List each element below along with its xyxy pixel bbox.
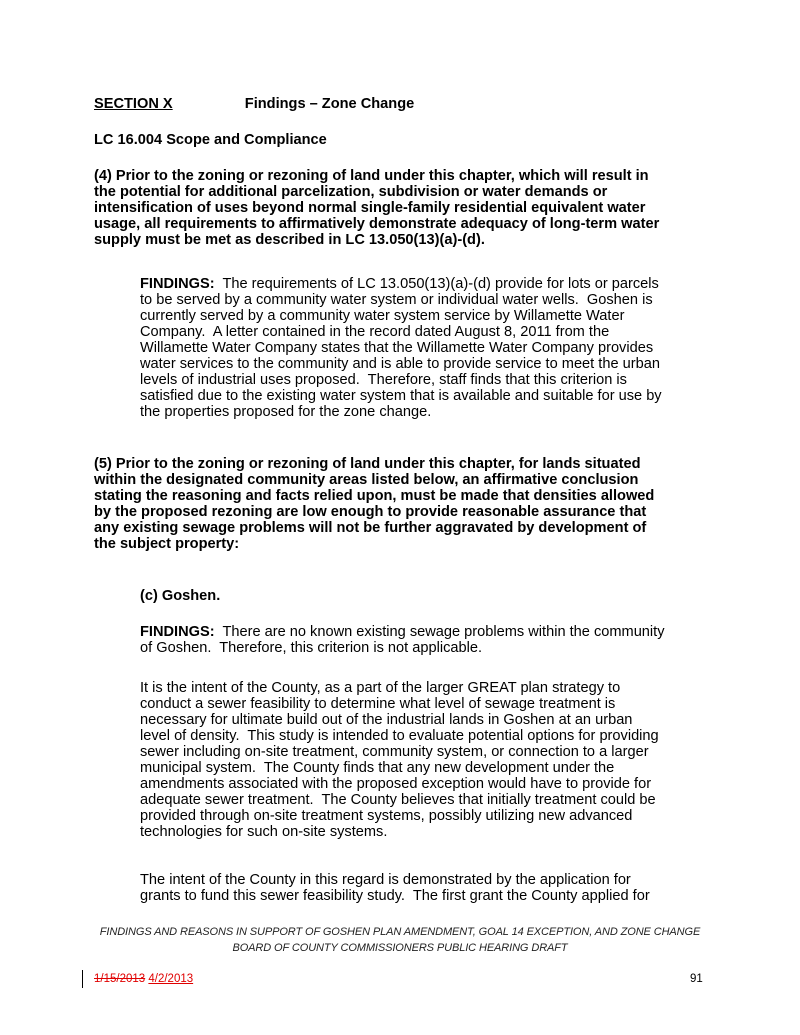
text-line (94, 520, 654, 536)
line-text: by the proposed rezoning are low enough to provide reasonable assurance that (94, 504, 647, 520)
line-text: the subject property: (94, 536, 240, 552)
text-line (140, 404, 662, 420)
line-text: The intent of the County in this regard is demonstrated by the application for (140, 872, 631, 888)
footer-line-1: FINDINGS AND REASONS IN SUPPORT OF GOSHEN PLAN AMENDMENT, GOAL 14 EXCEPTION, AND ZONE CHANGE (99, 926, 701, 938)
findings-5 (140, 624, 665, 656)
line-text: of Goshen. Therefore, this criterion is not applicable. (140, 640, 483, 656)
line-text: municipal system. The County finds that any new development under the (140, 760, 615, 776)
text-line (140, 388, 662, 404)
text-line (140, 696, 659, 712)
text-line (140, 680, 659, 696)
line-text: grants to fund this sewer feasibility study. The first grant the County applied for (140, 888, 650, 904)
line-text: within the designated community areas listed below, an affirmative conclusion (94, 472, 639, 488)
line-text: provided through on-site treatment systems, possibly utilizing new advanced (140, 808, 633, 824)
line-text: stating the reasoning and facts relied upon, must be made that densities allowed (94, 488, 655, 504)
text-line (94, 216, 659, 232)
text-line (94, 456, 654, 472)
text-line (140, 588, 220, 604)
deleted-date: 1/15/2013 (94, 973, 146, 985)
line-text: the potential for additional parcelization, subdivision or water demands or (94, 184, 608, 200)
text-line (140, 888, 650, 904)
line-text: water services to the community and is able to provide service to meet the urban (140, 356, 660, 372)
grants-paragraph (140, 872, 650, 904)
text-line (140, 624, 665, 640)
line-text: necessary for ultimate build out of the industrial lands in Goshen at an urban (140, 712, 633, 728)
inserted-date: 4/2/2013 (148, 973, 194, 985)
line-text: Willamette Water Company states that the Willamette Water Company provides (140, 340, 654, 356)
text-line (140, 292, 662, 308)
text-line (94, 536, 654, 552)
findings-label: FINDINGS: (140, 624, 215, 640)
line-text: LC 16.004 Scope and Compliance (94, 132, 327, 148)
intent-paragraph (140, 680, 659, 840)
footer-line-2: BOARD OF COUNTY COMMISSIONERS PUBLIC HEARING DRAFT (232, 942, 568, 954)
text-line (140, 340, 662, 356)
line-text: It is the intent of the County, as a part of the larger GREAT plan strategy to (140, 680, 621, 696)
text-line (140, 324, 662, 340)
text-line (94, 132, 327, 148)
line-text: intensification of uses beyond normal single-family residential equivalent water (94, 200, 646, 216)
line-text: conduct a sewer feasibility to determine what level of sewage treatment is (140, 696, 616, 712)
text-line (140, 872, 650, 888)
line-text: (c) Goshen. (140, 588, 221, 604)
page-number: 91 (690, 973, 703, 985)
text-line (140, 372, 662, 388)
line-text: supply must be met as described in LC 13.050(13)(a)-(d). (94, 232, 485, 248)
line-text: any existing sewage problems will not be further aggravated by development of (94, 520, 647, 536)
line-text: The requirements of LC 13.050(13)(a)-(d) provide for lots or parcels (214, 276, 659, 292)
line-text: (5) Prior to the zoning or rezoning of land under this chapter, for lands situated (94, 456, 641, 472)
text-line (140, 276, 662, 292)
line-text: Company. A letter contained in the record dated August 8, 2011 from the (140, 324, 610, 340)
text-line (94, 488, 654, 504)
line-text: There are no known existing sewage problems within the community (214, 624, 665, 640)
text-line (140, 744, 659, 760)
text-line (140, 728, 659, 744)
text-line (140, 356, 662, 372)
text-line (140, 792, 659, 808)
text-line (94, 184, 659, 200)
text-line (140, 712, 659, 728)
line-text: currently served by a community water system service by Willamette Water (140, 308, 625, 324)
goshen-heading (140, 588, 220, 604)
text-line (140, 308, 662, 324)
text-line (94, 168, 659, 184)
line-text: satisfied due to the existing water system that is available and suitable for use by (140, 388, 662, 404)
line-text: adequate sewer treatment. The County believes that initially treatment could be (140, 792, 656, 808)
line-text: sewer including on-site treatment, community system, or connection to a larger (140, 744, 649, 760)
line-text: level of density. This study is intended to evaluate potential options for providing (140, 728, 659, 744)
text-line (94, 200, 659, 216)
line-text: amendments associated with the proposed exception would have to provide for (140, 776, 652, 792)
lc-heading (94, 132, 327, 148)
section-label: SECTION X (94, 96, 173, 112)
findings-4 (140, 276, 662, 420)
text-line (140, 760, 659, 776)
criterion-4 (94, 168, 659, 248)
findings-label: FINDINGS: (140, 276, 215, 292)
text-line (140, 640, 665, 656)
text-line (94, 472, 654, 488)
revision-bar (82, 970, 83, 988)
line-text: to be served by a community water system or individual water wells. Goshen is (140, 292, 653, 308)
text-line (94, 232, 659, 248)
line-text: (4) Prior to the zoning or rezoning of land under this chapter, which will result in (94, 168, 649, 184)
footer-date (94, 973, 193, 985)
line-text: levels of industrial uses proposed. Therefore, staff finds that this criterion is (140, 372, 627, 388)
section-heading (94, 96, 414, 112)
line-text: technologies for such on-site systems. (140, 824, 388, 840)
text-line (140, 776, 659, 792)
text-line (140, 808, 659, 824)
line-text: usage, all requirements to affirmatively demonstrate adequacy of long-term water (94, 216, 660, 232)
criterion-5 (94, 456, 654, 552)
section-title: Findings – Zone Change (244, 96, 415, 112)
text-line (140, 824, 659, 840)
line-text: the properties proposed for the zone change. (140, 404, 432, 420)
text-line (94, 504, 654, 520)
